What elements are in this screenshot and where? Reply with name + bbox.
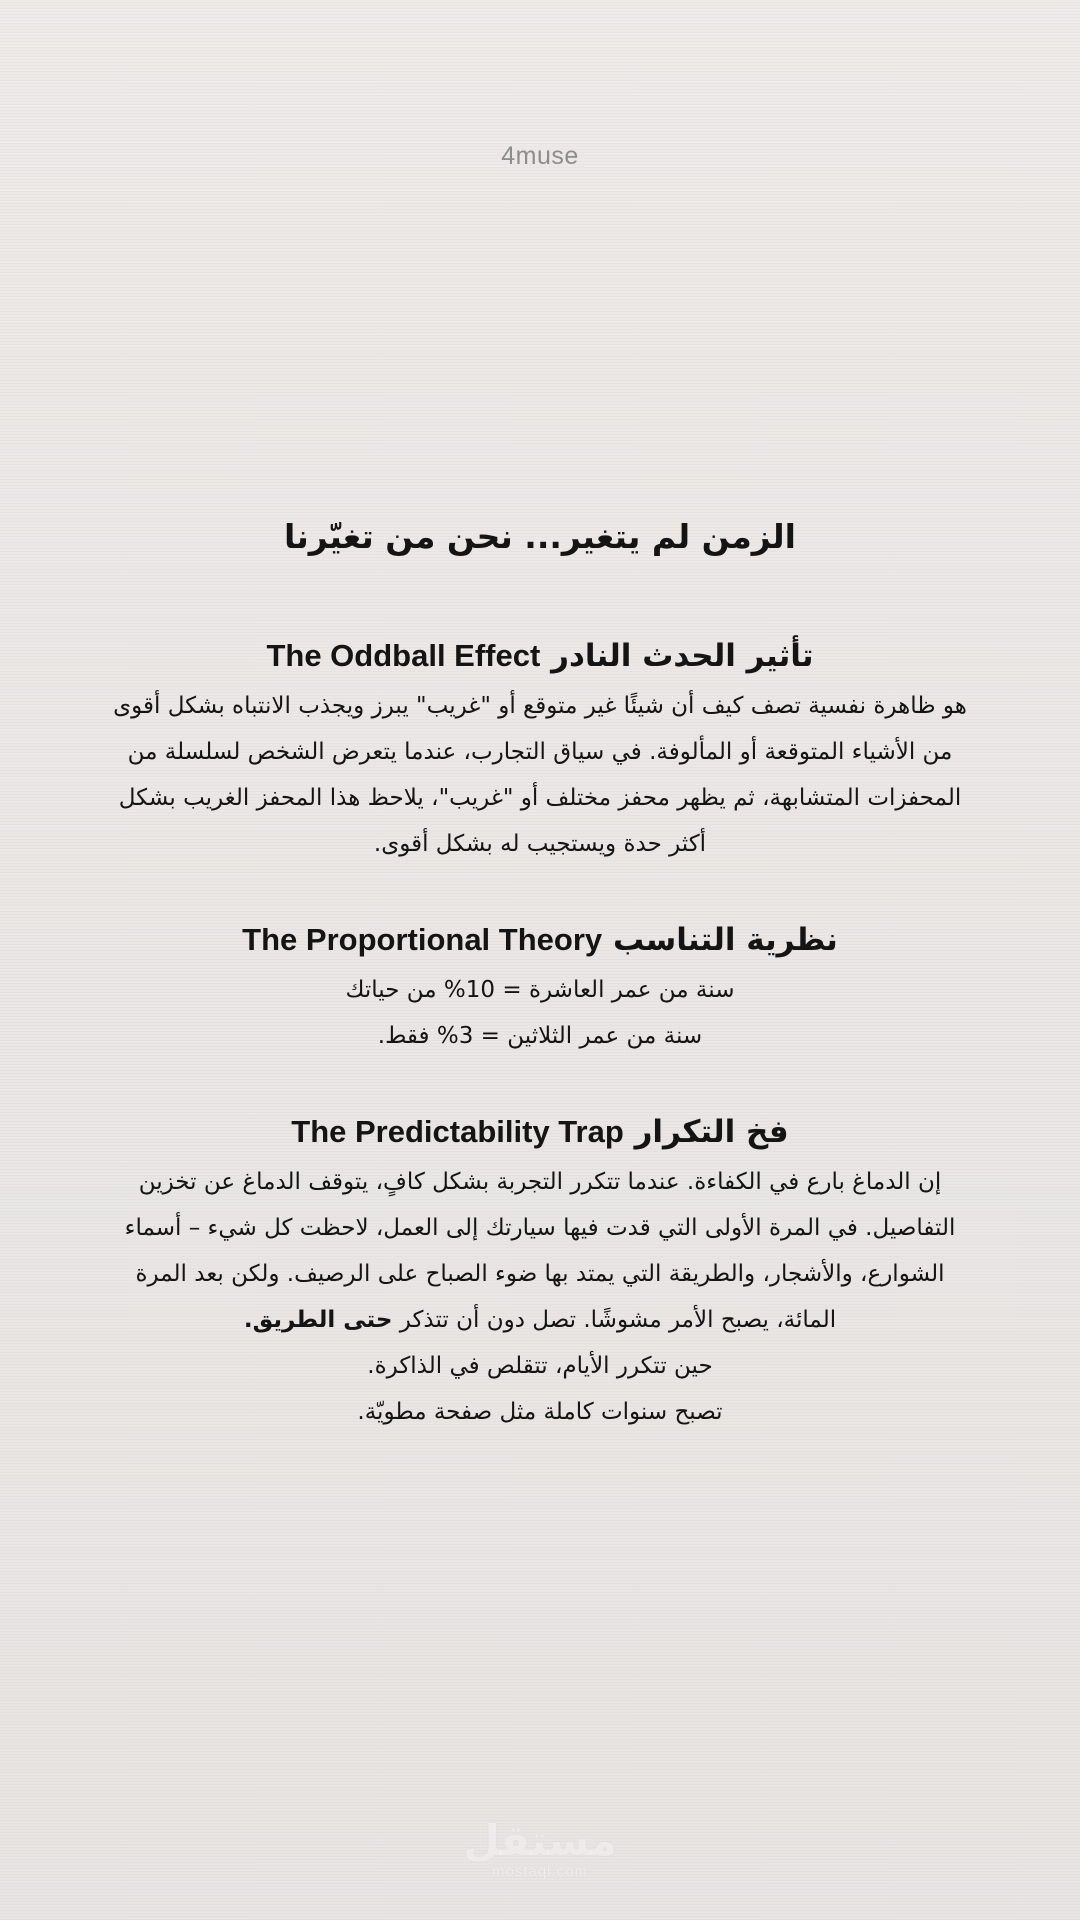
section-title: [110, 913, 970, 967]
brand-name: 4muse: [501, 142, 579, 170]
section-title-english: The Oddball Effect: [266, 638, 541, 673]
paragraph-bold-text: حتى الطريق.: [243, 1307, 393, 1333]
section-title-english: The Predictability Trap: [291, 1114, 624, 1149]
section-title-arabic: نظرية التناسب: [612, 922, 838, 958]
section-title-arabic: تأثير الحدث النادر: [551, 638, 814, 674]
section-title: [110, 629, 970, 683]
paragraph-text: إن الدماغ بارع في الكفاءة. عندما تتكرر التجربة بشكل كافٍ، يتوقف الدماغ عن تخزين التفاصيل. في المرة الأولى التي قدت فيها سيارتك إلى العمل، لاحظت كل شيء – أسماء الشوارع، والأشجار، والطريقة التي يمتد بها ضوء الصباح على الرصيف. ولكن بعد المرة المائة، يصبح الأمر مشوشًا. تصل دون أن تتذكر: [124, 1169, 956, 1333]
watermark: [0, 1818, 1080, 1880]
section-title: [110, 1105, 970, 1159]
watermark-logo: مستقل: [463, 1816, 617, 1865]
section-line: حين تتكرر الأيام، تتقلص في الذاكرة.: [367, 1353, 713, 1379]
section-line: تصبح سنوات كاملة مثل صفحة مطويّة.: [357, 1399, 723, 1425]
section-oddball-effect: [110, 629, 970, 867]
page-title: الزمن لم يتغير... نحن من تغيّرنا: [284, 517, 796, 556]
section-proportional-theory: [110, 913, 970, 1059]
section-predictability-trap: [110, 1105, 970, 1435]
section-title-arabic: فخ التكرار: [634, 1114, 789, 1150]
section-line: سنة من عمر الثلاثين = 3% فقط.: [377, 1023, 703, 1049]
section-paragraph: [110, 1159, 970, 1343]
section-paragraph: هو ظاهرة نفسية تصف كيف أن شيئًا غير متوقع أو "غريب" يبرز ويجذب الانتباه بشكل أقوى من الأشياء المتوقعة أو المألوفة. في سياق التجارب، عندما يتعرض الشخص لسلسلة من المحفزات المتشابهة، ثم يظهر محفز مختلف أو "غريب"، يلاحظ هذا المحفز الغريب بشكل أكثر حدة ويستجيب له بشكل أقوى.: [113, 693, 967, 857]
article: [110, 505, 970, 1481]
watermark-url: mostaql.com: [491, 1863, 589, 1880]
section-line: سنة من عمر العاشرة = 10% من حياتك: [345, 977, 735, 1003]
section-title-english: The Proportional Theory: [242, 922, 603, 957]
